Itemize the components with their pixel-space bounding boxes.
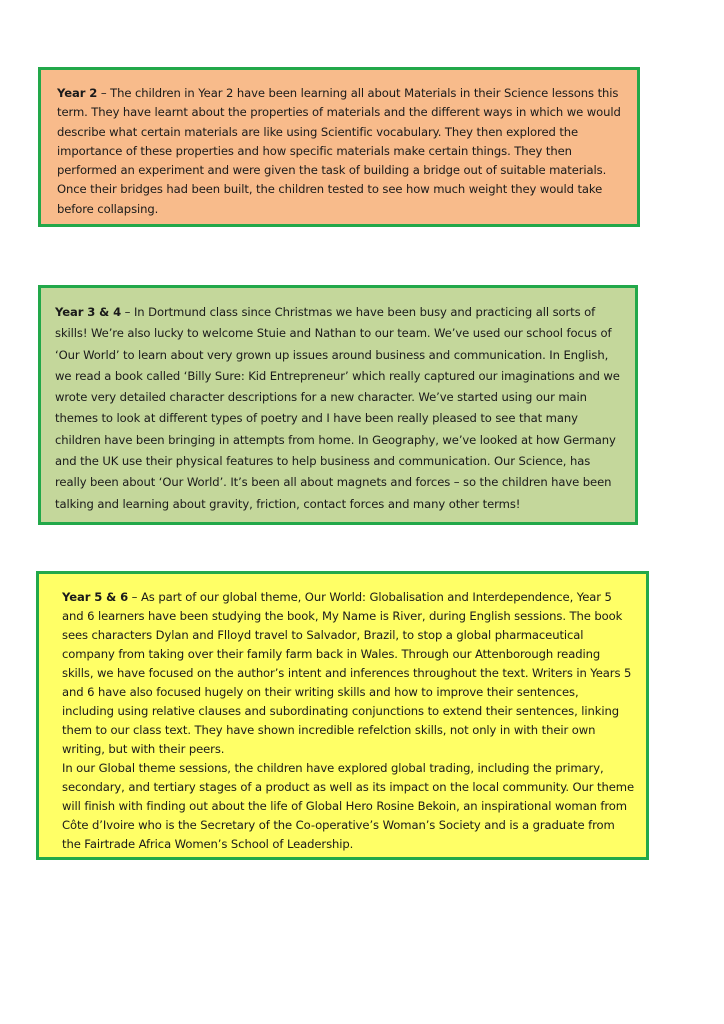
heading-dash: – — [128, 590, 141, 604]
year-2-section — [38, 67, 640, 227]
section-heading: Year 2 — [57, 86, 98, 100]
heading-dash: – — [97, 86, 111, 100]
section-heading: Year 3 & 4 — [55, 305, 122, 319]
heading-dash: – — [121, 305, 134, 319]
section-paragraph — [62, 588, 634, 759]
section-heading: Year 5 & 6 — [62, 590, 129, 604]
section-text: In Dortmund class since Christmas we have been busy and practicing all sorts of skills! We’re also lucky to welcome Stuie and Nathan to our team. We’ve used our school focus of ‘Our World’ to learn about very grown up issues around business and communication. In English, we read a book called ‘Billy Sure: Kid Entrepreneur’ which really captured our imaginations and we wrote very detailed character descriptions for a new character. We’ve started using our main themes to look at different types of poetry and I have been really pleased to see that many children have been bringing in attempts from home. In Geography, we’ve looked at how Germany and the UK use their physical features to help business and communication. Our Science, has really been about ‘Our World’. It’s been all about magnets and forces – so the children have been talking and learning about gravity, friction, contact forces and many other terms! — [55, 305, 620, 511]
year-3-4-section — [38, 285, 638, 525]
section-paragraph-2: In our Global theme sessions, the children have explored global trading, including the primary, secondary, and tertiary stages of a product as well as its impact on the local community. Our theme will finish with finding out about the life of Global Hero Rosine Bekoin, an inspirational woman from Côte d’Ivoire who is the Secretary of the Co-operative’s Woman’s Society and is a graduate from the Fairtrade Africa Women’s School of Leadership. — [62, 761, 635, 851]
section-paragraph — [55, 302, 621, 515]
section-paragraph — [57, 84, 621, 219]
section-text: As part of our global theme, Our World: Globalisation and Interdependence, Year 5 and 6 learners have been studying the book, My Name is River, during English sessions. The book sees characters Dylan and Flloyd travel to Salvador, Brazil, to stop a global pharmaceutical company from taking over their family farm back in Wales. Through our Attenborough reading skills, we have focused on the author’s intent and inferences throughout the text. Writers in Years 5 and 6 have also focused hugely on their writing skills and how to improve their sentences, including using relative clauses and subordinating conjunctions to extend their sentences, linking them to our class text. They have shown incredible refelction skills, not only in with their own writing, but with their peers. — [62, 590, 632, 756]
section-text: The children in Year 2 have been learning all about Materials in their Science lessons this term. They have learnt about the properties of materials and the different ways in which we would describe what certain materials are like using Scientific vocabulary. They then explored the importance of these properties and how specific materials make certain things. They then performed an experiment and were given the task of building a bridge out of suitable materials. Once their bridges had been built, the children tested to see how much weight they would take before collapsing. — [57, 86, 621, 216]
year-5-6-section — [36, 571, 649, 860]
